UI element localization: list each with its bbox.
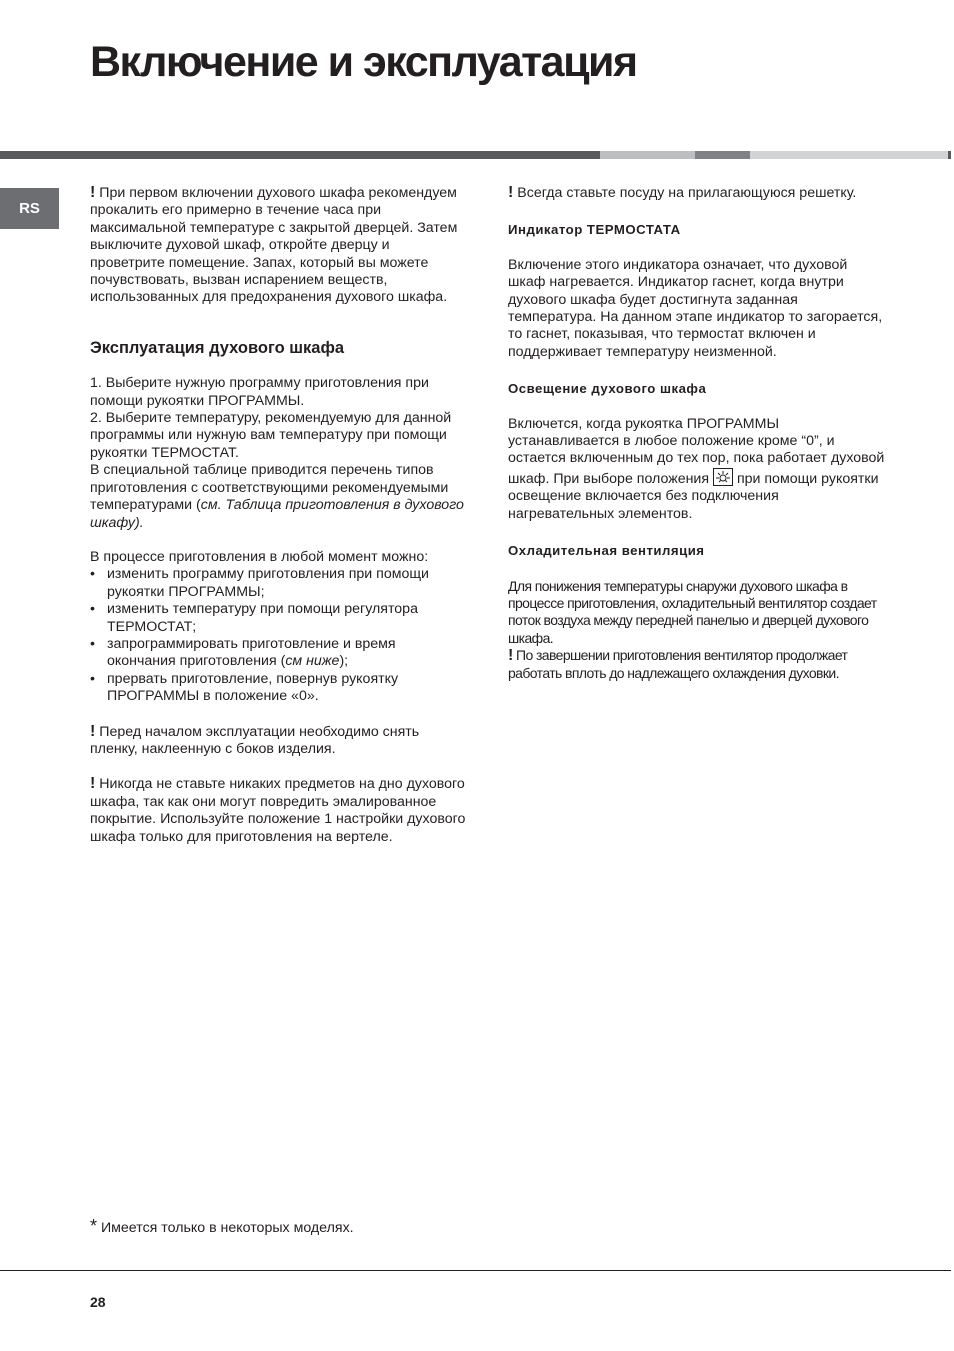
fan-text: Для понижения температуры снаружи духового шкафа в процессе приготовления, охладительный вентилятор создает поток воздуха между передней панелью и дверцей духового шкафа. [508, 577, 877, 646]
page-number: 28 [90, 1294, 106, 1310]
step-1: 1. Выберите нужную программу приготовления при помощи рукоятки ПРОГРАММЫ. [90, 375, 429, 409]
warning-film: ! Перед началом эксплуатации необходимо снять пленку, наклеенную с боков изделия. [90, 722, 420, 757]
header-bar-light-2 [750, 151, 948, 159]
header-bar-mid [695, 151, 750, 159]
options-list [90, 566, 468, 705]
header-bar-end [948, 151, 951, 159]
step-2: 2. Выберите температуру, рекомендуемую для данной программы или нужную вам температуру при помощи рукоятки ТЕРМОСТАТ. [90, 410, 452, 461]
light-heading: Освещение духового шкафа [508, 381, 707, 397]
list-item: • запрограммировать приготовление и время окончания приготовления (см ниже); [90, 636, 468, 671]
list-item: • изменить программу приготовления при помощи рукоятки ПРОГРАММЫ; [90, 566, 468, 601]
page-title: Включение и эксплуатация [90, 38, 637, 86]
asterisk-icon: * [90, 1216, 98, 1236]
warning-icon: ! [508, 184, 514, 201]
light-text: Включется, когда рукоятка ПРОГРАММЫ устанавливается в любое положение кроме “0”, и остается включенным до тех пор, пока работает духовой шкаф. При выборе положения при помощи рукоятки освещение включается без подключения нагревательных элементов. [508, 415, 885, 522]
warning-icon: ! [90, 722, 96, 740]
header-bar-light-1 [600, 151, 695, 159]
left-column [90, 184, 468, 846]
table-reference: В специальной таблице приводится перечень типов приготовления с соответствующими рекомендуемыми температурами (см. Таблица приготовления в духового шкафу). [90, 462, 464, 531]
footnote: * Имеется только в некоторых моделях. [90, 1216, 354, 1236]
oven-lamp-icon [713, 468, 733, 486]
thermostat-heading: Индикатор ТЕРМОСТАТА [508, 222, 681, 238]
right-column [508, 184, 886, 682]
thermostat-text: Включение этого индикатора означает, что духовой шкаф нагревается. Индикатор гаснет, когда внутри духового шкафа будет достигнута заданная температура. На данном этапе индикатор то загорается, то гаснет, показывая, что термостат включен и поддерживает температуру неизменной. [508, 256, 883, 360]
language-tab: RS [0, 188, 59, 229]
warning-icon: ! [90, 184, 96, 201]
warning-bottom: ! Никогда не ставьте никаких предметов на дно духового шкафа, так как они могут повредить эмалированное покрытие. Используйте положение 1 настройки духового шкафа только для приготовления на вертеле. [90, 775, 466, 845]
list-item: • изменить температуру при помощи регулятора ТЕРМОСТАТ; [90, 601, 468, 636]
intro-paragraph: ! При первом включении духового шкафа рекомендуем прокалить его примерно в течение часа при максимальной температуре с закрытой дверцей. Затем выключите духовой шкаф, откройте дверцу и проветрите помещение. Запах, который вы можете почувствовать, вызван испарением веществ, использованных для предохранения духового шкафа. [90, 184, 458, 306]
during-cooking: В процессе приготовления в любой момент можно: [90, 548, 429, 565]
warning-icon: ! [508, 647, 513, 665]
fan-heading: Охладительная вентиляция [508, 543, 705, 559]
section-heading: Эксплуатация духового шкафа [90, 338, 345, 357]
list-item: • прервать приготовление, повернув рукоятку ПРОГРАММЫ в положение «0». [90, 671, 468, 706]
warning-icon: ! [90, 775, 96, 793]
header-bar-dark [0, 151, 600, 159]
warning-grid: ! Всегда ставьте посуду на прилагающуюся решетку. [508, 184, 857, 201]
footer-divider [0, 1270, 951, 1271]
fan-warning: ! По завершении приготовления вентилятор продолжает работать вплоть до надлежащего охлаждения духовки. [508, 647, 848, 681]
